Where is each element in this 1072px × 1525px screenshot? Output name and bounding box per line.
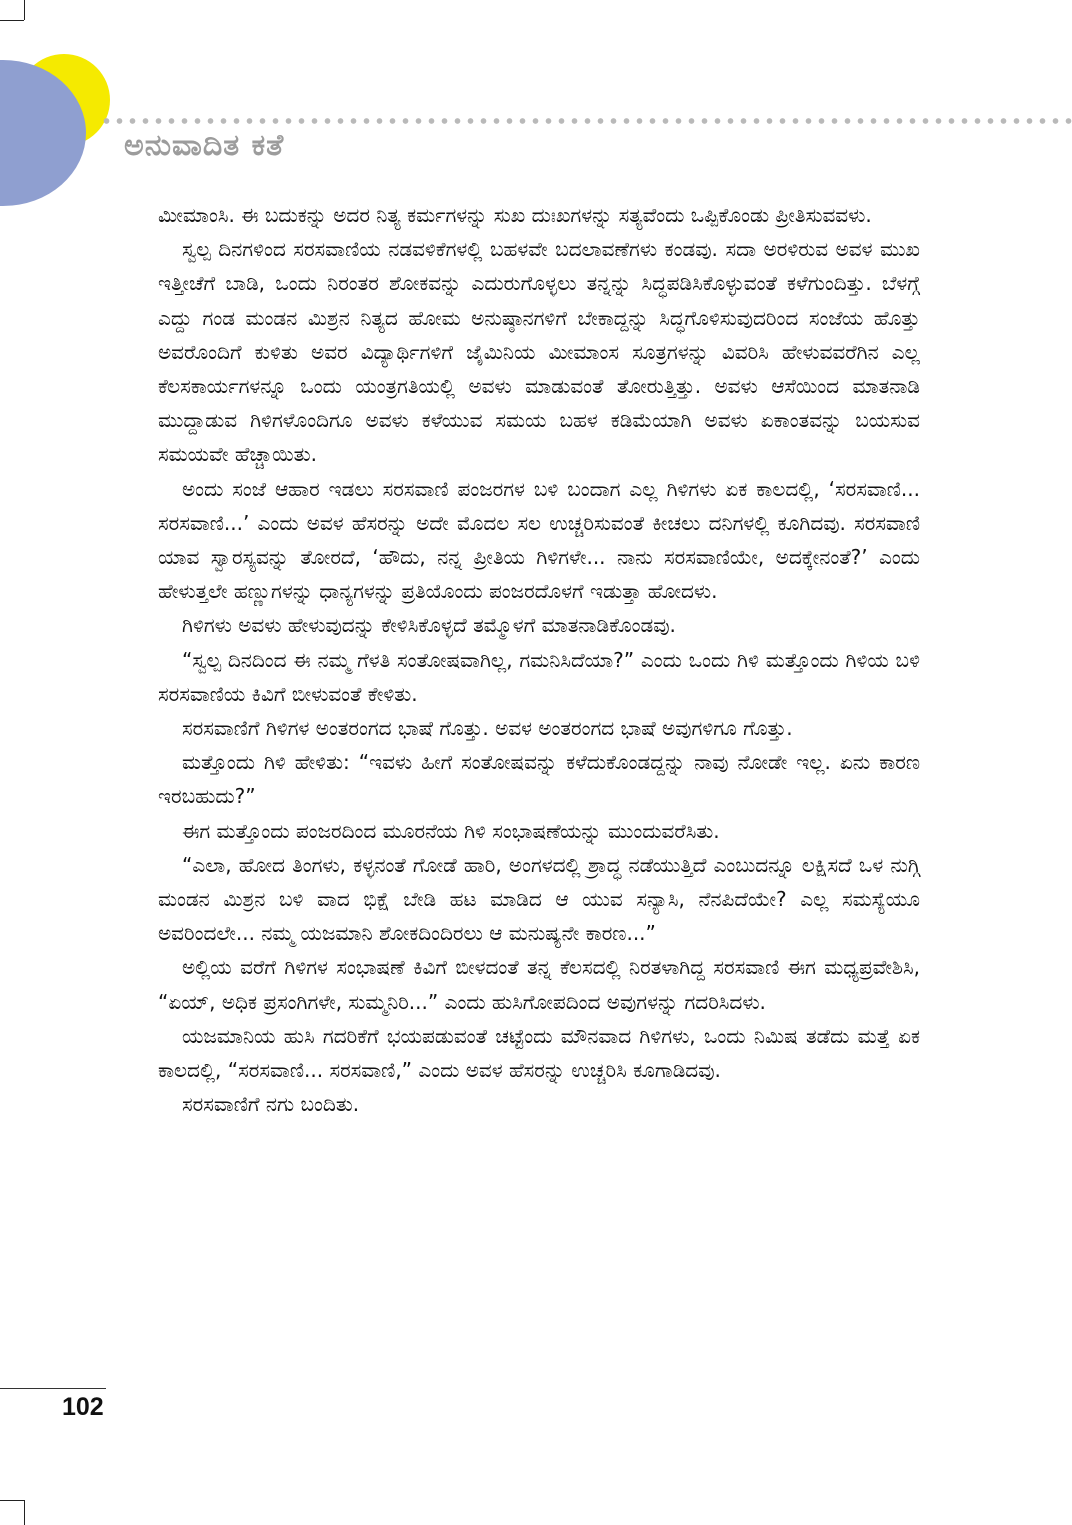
paragraph: ಸ್ವಲ್ಪ ದಿನಗಳಿಂದ ಸರಸವಾಣಿಯ ನಡವಳಿಕೆಗಳಲ್ಲಿ ಬಹಳವೇ ಬದಲಾವಣೆಗಳು ಕಂಡವು. ಸದಾ ಅರಳಿರುವ ಅವಳ ಮುಖ ಇತ್ತೀಚೆಗೆ ಬಾಡಿ, ಒಂದು ನಿರಂತರ ಶೋಕವನ್ನು ಎದುರುಗೊಳ್ಳಲು ತನ್ನನ್ನು ಸಿದ್ಧಪಡಿಸಿಕೊಳ್ಳುವಂತೆ ಕಳೆಗುಂದಿತ್ತು. ಬೆಳಗ್ಗೆ ಎದ್ದು ಗಂಡ ಮಂಡನ ಮಿಶ್ರನ ನಿತ್ಯದ ಹೋಮ ಅನುಷ್ಠಾನಗಳಿಗೆ ಬೇಕಾದ್ದನ್ನು ಸಿದ್ಧಗೊಳಿಸುವುದರಿಂದ ಸಂಜೆಯ ಹೊತ್ತು ಅವರೊಂದಿಗೆ ಕುಳಿತು ಅವರ ವಿದ್ಯಾರ್ಥಿಗಳಿಗೆ ಜೈಮಿನಿಯ ಮೀಮಾಂಸ ಸೂತ್ರಗಳನ್ನು ವಿವರಿಸಿ ಹೇಳುವವರೆಗಿನ ಎಲ್ಲ ಕೆಲಸಕಾರ್ಯಗಳನ್ನೂ ಒಂದು ಯಂತ್ರಗತಿಯಲ್ಲಿ ಅವಳು ಮಾಡುವಂತೆ ತೋರುತ್ತಿತ್ತು. ಅವಳು ಆಸೆಯಿಂದ ಮಾತನಾಡಿ ಮುದ್ದಾಡುವ ಗಿಳಿಗಳೊಂದಿಗೂ ಅವಳು ಕಳೆಯುವ ಸಮಯ ಬಹಳ ಕಡಿಮೆಯಾಗಿ ಅವಳು ಏಕಾಂತವನ್ನು ಬಯಸುವ ಸಮಯವೇ ಹೆಚ್ಚಾಯಿತು. <box>158 237 920 467</box>
paragraph: ಸರಸವಾಣಿಗೆ ಗಿಳಿಗಳ ಅಂತರಂಗದ ಭಾಷೆ ಗೊತ್ತು. ಅವಳ ಅಂತರಂಗದ ಭಾಷೆ ಅವುಗಳಿಗೂ ಗೊತ್ತು. <box>182 716 793 741</box>
section-title: ಅನುವಾದಿತ ಕತೆ <box>124 128 285 163</box>
paragraph: “ಸ್ವಲ್ಪ ದಿನದಿಂದ ಈ ನಮ್ಮ ಗೆಳತಿ ಸಂತೋಷವಾಗಿಲ್ಲ, ಗಮನಿಸಿದೆಯಾ?” ಎಂದು ಒಂದು ಗಿಳಿ ಮತ್ತೊಂದು ಗಿಳಿಯ ಬಳಿ ಸರಸವಾಣಿಯ ಕಿವಿಗೆ ಬೀಳುವಂತೆ ಕೇಳಿತು. <box>158 647 920 706</box>
dotted-header-rule <box>100 116 1072 126</box>
paragraph: ಮೀಮಾಂಸಿ. ಈ ಬದುಕನ್ನು ಅದರ ನಿತ್ಯ ಕರ್ಮಗಳನ್ನು ಸುಖ ದುಃಖಗಳನ್ನು ಸತ್ಯವೆಂದು ಒಪ್ಪಿಕೊಂಡು ಪ್ರೀತಿಸುವವಳು. <box>158 203 872 227</box>
paragraph: ಮತ್ತೊಂದು ಗಿಳಿ ಹೇಳಿತು: “ಇವಳು ಹೀಗೆ ಸಂತೋಷವನ್ನು ಕಳೆದುಕೊಂಡದ್ದನ್ನು ನಾವು ನೋಡೇ ಇಲ್ಲ. ಏನು ಕಾರಣ ಇರಬಹುದು?” <box>158 750 920 809</box>
paragraph: ಈಗ ಮತ್ತೊಂದು ಪಂಜರದಿಂದ ಮೂರನೆಯ ಗಿಳಿ ಸಂಭಾಷಣೆಯನ್ನು ಮುಂದುವರೆಸಿತು. <box>182 818 720 843</box>
story-body <box>158 198 920 1121</box>
crop-mark-bottom-left-vertical <box>24 1500 25 1525</box>
paragraph: ಯಜಮಾನಿಯ ಹುಸಿ ಗದರಿಕೆಗೆ ಭಯಪಡುವಂತೆ ಚಟ್ಟೆಂದು ಮೌನವಾದ ಗಿಳಿಗಳು, ಒಂದು ನಿಮಿಷ ತಡೆದು ಮತ್ತೆ ಏಕ ಕಾಲದಲ್ಲಿ, “ಸರಸವಾಣಿ... ಸರಸವಾಣಿ,” ಎಂದು ಅವಳ ಹೆಸರನ್ನು ಉಚ್ಚರಿಸಿ ಕೂಗಾಡಿದವು. <box>158 1023 920 1083</box>
paragraph: ಅಲ್ಲಿಯ ವರೆಗೆ ಗಿಳಿಗಳ ಸಂಭಾಷಣೆ ಕಿವಿಗೆ ಬೀಳದಂತೆ ತನ್ನ ಕೆಲಸದಲ್ಲಿ ನಿರತಳಾಗಿದ್ದ ಸರಸವಾಣಿ ಈಗ ಮಧ್ಯಪ್ರವೇಶಿಸಿ, “ಏಯ್, ಅಧಿಕ ಪ್ರಸಂಗಿಗಳೇ, ಸುಮ್ಮನಿರಿ...” ಎಂದು ಹುಸಿಗೋಪದಿಂದ ಅವುಗಳನ್ನು ಗದರಿಸಿದಳು. <box>158 955 920 1014</box>
crop-mark-top-left-vertical <box>24 0 25 20</box>
crop-mark-bottom-left-horizontal <box>0 1500 24 1501</box>
crop-mark-top-left-horizontal <box>0 20 24 21</box>
footer-rule <box>0 1388 106 1389</box>
paragraph: “ಎಲಾ, ಹೋದ ತಿಂಗಳು, ಕಳ್ಳನಂತೆ ಗೋಡೆ ಹಾರಿ, ಅಂಗಳದಲ್ಲಿ ಶ್ರಾದ್ಧ ನಡೆಯುತ್ತಿದೆ ಎಂಬುದನ್ನೂ ಲಕ್ಷಿಸದೆ ಒಳ ನುಗ್ಗಿ ಮಂಡನ ಮಿಶ್ರನ ಬಳಿ ವಾದ ಭಿಕ್ಷೆ ಬೇಡಿ ಹಟ ಮಾಡಿದ ಆ ಯುವ ಸನ್ಯಾಸಿ, ನೆನಪಿದೆಯೇ? ಎಲ್ಲ ಸಮಸ್ಯೆಯೂ ಅವರಿಂದಲೇ... ನಮ್ಮ ಯಜಮಾನಿ ಶೋಕದಿಂದಿರಲು ಆ ಮನುಷ್ಯನೇ ಕಾರಣ...” <box>158 852 920 946</box>
paragraph: ಅಂದು ಸಂಜೆ ಆಹಾರ ಇಡಲು ಸರಸವಾಣಿ ಪಂಜರಗಳ ಬಳಿ ಬಂದಾಗ ಎಲ್ಲ ಗಿಳಿಗಳು ಏಕ ಕಾಲದಲ್ಲಿ, ‘ಸರಸವಾಣಿ... ಸರಸವಾಣಿ...’ ಎಂದು ಅವಳ ಹೆಸರನ್ನು ಅದೇ ಮೊದಲ ಸಲ ಉಚ್ಚರಿಸುವಂತೆ ಕೀಚಲು ದನಿಗಳಲ್ಲಿ ಕೂಗಿದವು. ಸರಸವಾಣಿ ಯಾವ ಸ್ವಾರಸ್ಯವನ್ನು ತೋರದೆ, ‘ಹೌದು, ನನ್ನ ಪ್ರೀತಿಯ ಗಿಳಿಗಳೇ... ನಾನು ಸರಸವಾಣಿಯೇ, ಅದಕ್ಕೇನಂತೆ?’ ಎಂದು ಹೇಳುತ್ತಲೇ ಹಣ್ಣುಗಳನ್ನು ಧಾನ್ಯಗಳನ್ನು ಪ್ರತಿಯೊಂದು ಪಂಜರದೊಳಗೆ ಇಡುತ್ತಾ ಹೋದಳು. <box>158 476 920 604</box>
page-number: 102 <box>62 1393 104 1421</box>
paragraph: ಸರಸವಾಣಿಗೆ ನಗು ಬಂದಿತು. <box>182 1092 360 1117</box>
paragraph: ಗಿಳಿಗಳು ಅವಳು ಹೇಳುವುದನ್ನು ಕೇಳಿಸಿಕೊಳ್ಳದೆ ತಮ್ಮೊಳಗೆ ಮಾತನಾಡಿಕೊಂಡವು. <box>182 613 676 638</box>
